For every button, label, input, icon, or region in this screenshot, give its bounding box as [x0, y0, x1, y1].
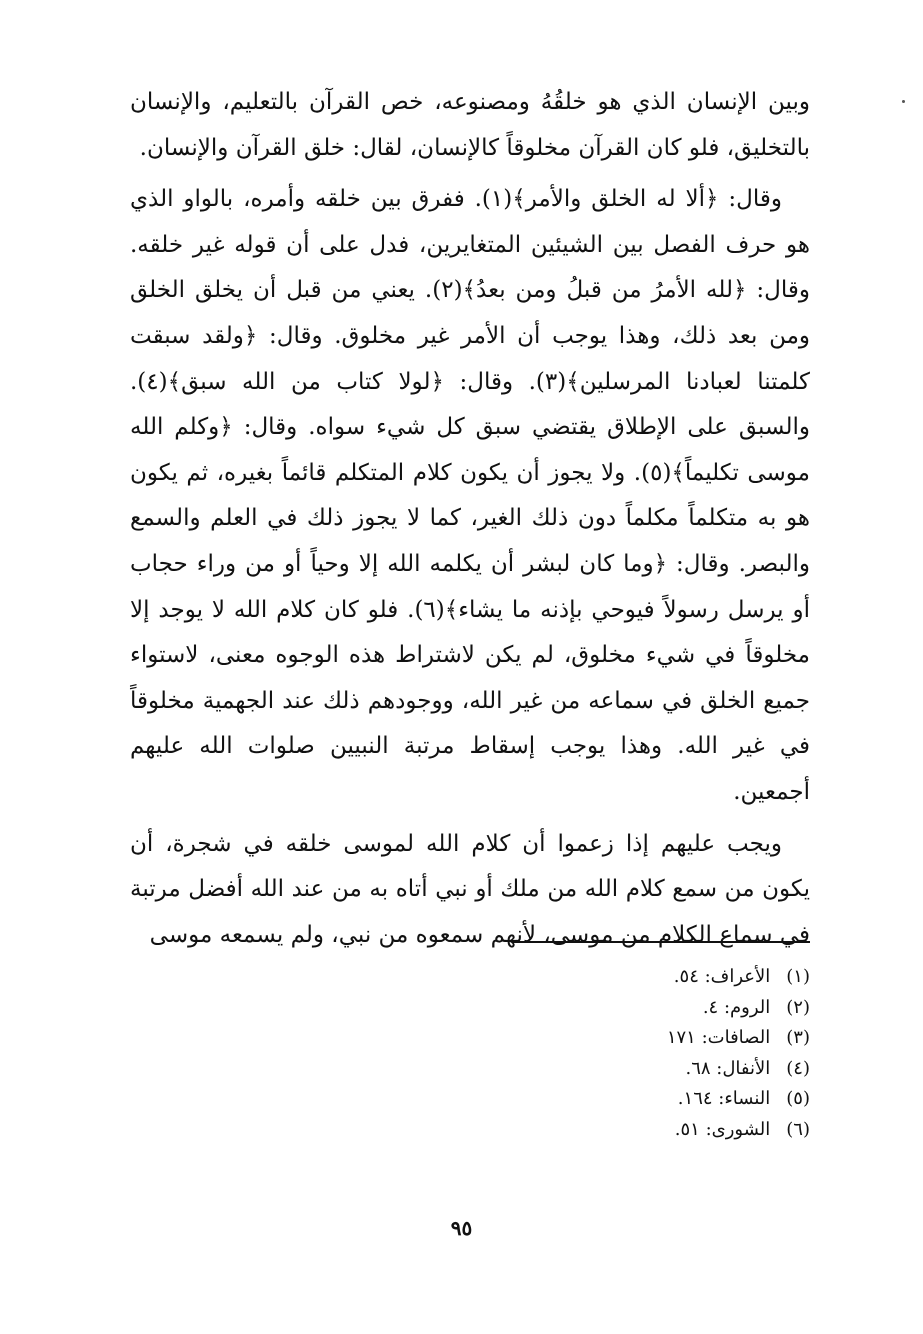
paragraph-2: وقال: ﴿ألا له الخلق والأمر﴾(١). ففرق بين خلقه وأمره، بالواو الذي هو حرف الفصل بين الشيئين المتغايرين، فدل على أن قوله غير خلقه. وقال: ﴿لله الأمرُ من قبلُ ومن بعدُ﴾(٢). يعني من قبل أن يخلق الخلق ومن بعد ذلك، وهذا يوجب أن الأمر غير مخلوق. وقال: ﴿ولقد سبقت كلمتنا لعبادنا المرسلين﴾(٣). وقال: ﴿لولا كتاب من الله سبق﴾(٤). والسبق على الإطلاق يقتضي سبق كل شيء سواه. وقال: ﴿وكلم الله موسى تكليماً﴾(٥). ولا يجوز أن يكون كلام المتكلم قائماً بغيره، ثم يكون هو به متكلماً مكلماً دون ذلك الغير، كما لا يجوز ذلك في العلم والسمع والبصر. وقال: ﴿وما كان لبشر أن يكلمه الله إلا وحياً أو من وراء حجاب أو يرسل رسولاً فيوحي بإذنه ما يشاء﴾(٦). فلو كان كلام الله لا يوجد إلا مخلوقاً في شيء مخلوق، لم يكن لاشتراط هذه الوجوه معنى، لاستواء جميع الخلق في سماعه من غير الله، ووجودهم ذلك عند الجهمية مخلوقاً في غير الله. وهذا يوجب إسقاط مرتبة النبيين صلوات الله عليهم أجمعين. — [130, 186, 811, 805]
paragraph-1: وبين الإنسان الذي هو خلقُهُ ومصنوعه، خص القرآن بالتعليم، والإنسان بالتخليق، فلو كان القرآن مخلوقاً كالإنسان، لقال: خلق القرآن والإنسان. — [130, 89, 810, 161]
footnote-3 — [500, 1023, 810, 1054]
main-text-block — [130, 80, 810, 958]
footnote-number: (١) — [786, 966, 810, 987]
footnote-2 — [500, 993, 810, 1024]
footnote-number: (٥) — [786, 1088, 810, 1110]
paragraph-3: ويجب عليهم إذا زعموا أن كلام الله لموسى خلقه في شجرة، أن يكون من سمع كلام الله من ملك أو نبي أتاه به من عند الله أفضل مرتبة في سماع الكلام من موسى، لأنهم سمعوه من نبي، ولم يسمعه موسى — [130, 830, 810, 948]
footnotes-list — [500, 962, 810, 1146]
footnote-1 — [500, 962, 810, 993]
footnote-5 — [500, 1084, 810, 1115]
footnote-divider — [512, 941, 810, 943]
footnote-text: النساء: ١٦٤. — [677, 1088, 771, 1110]
footnote-4 — [500, 1054, 810, 1085]
footnote-text: الأعراف: ٥٤. — [673, 966, 771, 987]
scan-speck — [902, 100, 905, 103]
footnote-6 — [500, 1115, 810, 1146]
page-number: ٩٥ — [450, 1216, 473, 1240]
footnote-number: (٦) — [786, 1118, 810, 1140]
footnote-text: الشورى: ٥١. — [674, 1118, 771, 1140]
footnote-text: الأنفال: ٦٨. — [685, 1057, 771, 1079]
footnote-text: الروم: ٤. — [702, 996, 771, 1018]
footnote-number: (٤) — [786, 1057, 810, 1079]
footnote-number: (٣) — [786, 1027, 810, 1049]
footnote-number: (٢) — [786, 996, 810, 1018]
footnote-text: الصافات: ١٧١ — [666, 1027, 771, 1049]
